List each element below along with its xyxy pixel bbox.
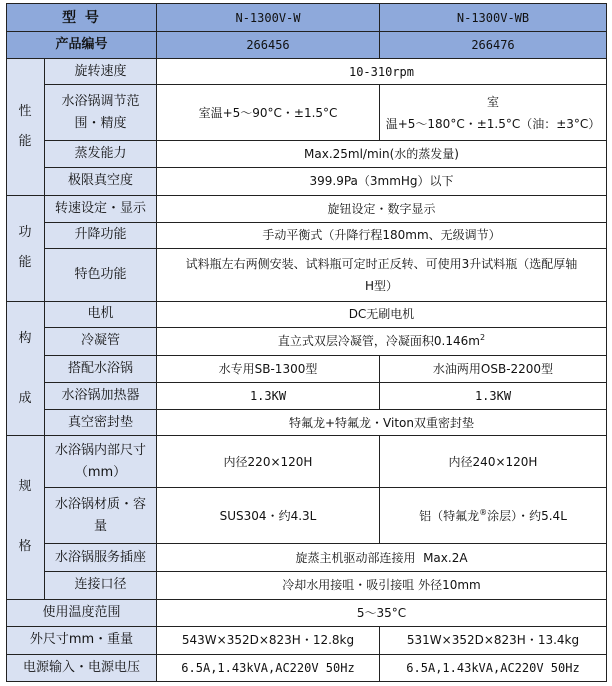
socket-value: 旋蒸主机驱动部连接用 Max.2A [157,544,607,571]
condenser-label: 冷凝管 [45,327,157,355]
condenser-row [7,327,607,355]
rotation-speed-row [7,59,607,85]
bath-model-label: 搭配水浴锅 [45,355,157,382]
motor-value: DC无刷电机 [157,301,607,327]
heater-wb: 1.3KW [380,383,607,410]
dimensions-row [7,626,607,654]
rotation-speed-label: 旋转速度 [45,59,157,85]
power-label: 电源输入・电源电压 [7,654,157,681]
product-code-row [7,32,607,59]
product-code-w: 266456 [157,32,380,59]
bath-range-row [7,85,607,141]
material-row [7,488,607,544]
feature-row [7,248,607,301]
dimensions-wb: 531W×352D×823H・13.4kg [380,626,607,654]
seal-value: 特氟龙+特氟龙・Viton双重密封垫 [157,410,607,436]
bath-model-wb: 水油两用OSB-2200型 [380,355,607,382]
motor-row [7,301,607,327]
category-specs: 规 格 [7,436,45,599]
socket-row [7,544,607,571]
evaporation-value: Max.25ml/min(水的蒸发量) [157,141,607,168]
bath-range-label: 水浴锅调节范 围・精度 [45,85,157,141]
category-function: 功 能 [7,195,45,301]
inner-size-row [7,436,607,488]
heater-row [7,383,607,410]
category-performance: 性 能 [7,59,45,195]
heater-w: 1.3KW [157,383,380,410]
power-wb: 6.5A,1.43kVA,AC220V 50Hz [380,654,607,681]
temperature-label: 使用温度范围 [7,599,157,626]
inner-size-label: 水浴锅内部尺寸 （mm） [45,436,157,488]
material-w: SUS304・约4.3L [157,488,380,544]
bath-range-wb: 室 温+5～180°C・±1.5°C（油：±3°C） [380,85,607,141]
bath-range-w: 室温+5～90°C・±1.5°C [157,85,380,141]
seal-row [7,410,607,436]
model-label: 型 号 [7,4,157,32]
speed-setting-row [7,195,607,222]
rotation-speed-value: 10-310rpm [157,59,607,85]
square-superscript: 2 [479,333,486,343]
material-wb: 铝（特氟龙®涂层）・约5.4L [380,488,607,544]
lift-row [7,222,607,248]
port-row [7,571,607,599]
category-structure: 构 成 [7,301,45,435]
lift-label: 升降功能 [45,222,157,248]
vacuum-value: 399.9Pa（3mmHg）以下 [157,168,607,195]
model-wb: N-1300V-WB [380,4,607,32]
material-label: 水浴锅材质・容 量 [45,488,157,544]
power-w: 6.5A,1.43kVA,AC220V 50Hz [157,654,380,681]
bath-model-w: 水专用SB-1300型 [157,355,380,382]
product-code-wb: 266476 [380,32,607,59]
registered-mark: ® [479,507,488,517]
speed-setting-value: 旋钮设定・数字显示 [157,195,607,222]
lift-value: 手动平衡式（升降行程180mm、无级调节） [157,222,607,248]
model-w: N-1300V-W [157,4,380,32]
feature-value: 试料瓶左右两侧安装、试料瓶可定时正反转、可使用3升试料瓶（选配厚轴 H型） [157,248,607,301]
bath-model-row [7,355,607,382]
product-code-label: 产品编号 [7,32,157,59]
power-row [7,654,607,681]
inner-size-wb: 内径240×120H [380,436,607,488]
vacuum-label: 极限真空度 [45,168,157,195]
temperature-value: 5～35°C [157,599,607,626]
evaporation-row [7,141,607,168]
seal-label: 真空密封垫 [45,410,157,436]
specification-table [6,3,607,682]
port-value: 冷却水用接咀・吸引接咀 外径10mm [157,571,607,599]
condenser-value: 直立式双层冷凝管，冷凝面积$0.146m^2$ [157,327,607,355]
inner-size-w: 内径220×120H [157,436,380,488]
dimensions-w: 543W×352D×823H・12.8kg [157,626,380,654]
motor-label: 电机 [45,301,157,327]
heater-label: 水浴锅加热器 [45,383,157,410]
model-row [7,4,607,32]
dimensions-label: 外尺寸mm・重量 [7,626,157,654]
socket-label: 水浴锅服务插座 [45,544,157,571]
speed-setting-label: 转速设定・显示 [45,195,157,222]
port-label: 连接口径 [45,571,157,599]
evaporation-label: 蒸发能力 [45,141,157,168]
temperature-row [7,599,607,626]
vacuum-row [7,168,607,195]
feature-label: 特色功能 [45,248,157,301]
